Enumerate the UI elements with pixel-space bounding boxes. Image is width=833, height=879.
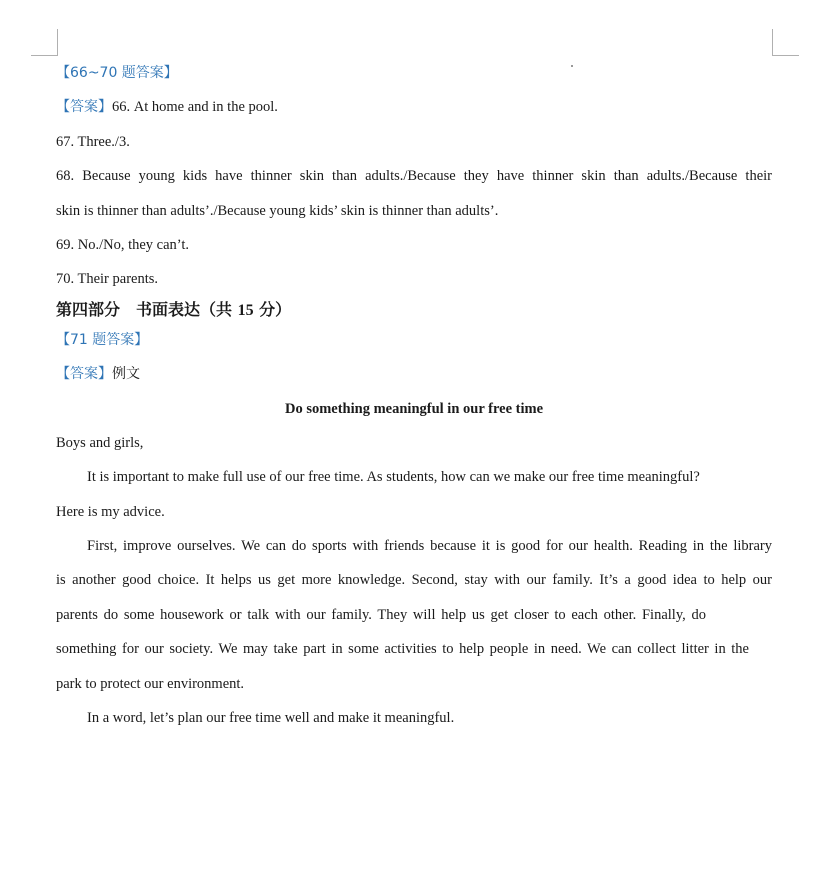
essay-paragraph-2-line-3: parents do some housework or talk with our family. They will help us get closer to each other. Finally, do: [56, 606, 706, 623]
answer-tag: 【答案】: [56, 99, 112, 116]
answer-70: 70. Their parents.: [56, 271, 159, 288]
answer-71-heading: 【71 题答案】: [56, 331, 149, 348]
answer-69: 69. No./No, they can’t.: [56, 236, 190, 253]
essay-paragraph-3: In a word, let’s plan our free time well and make it meaningful.: [87, 710, 455, 727]
essay-paragraph-2-line-4: something for our society. We may take part in some activities to help people in need. We can collect litter in the: [56, 641, 749, 658]
answers-66-70-heading: 【66~70 题答案】: [56, 65, 178, 81]
sample-essay-label: 例文: [112, 366, 140, 383]
essay-paragraph-2-line-2: is another good choice. It helps us get more knowledge. Second, stay with our family. It’s a good idea to help our: [56, 572, 772, 589]
essay-paragraph-2-line-1: First, improve ourselves. We can do sports with friends because it is good for our health. Reading in the library: [87, 538, 772, 555]
answer-66-text: 66. At home and in the pool.: [112, 99, 278, 116]
answer-67: 67. Three./3.: [56, 133, 130, 150]
answer-71-tag-line: [56, 357, 772, 391]
essay-paragraph-2-line-5: park to protect our environment.: [56, 675, 245, 692]
essay-paragraph-1-line-2: Here is my advice.: [56, 503, 165, 520]
essay-title: Do something meaningful in our free time: [284, 400, 544, 417]
part-four-title-suffix: 分）: [253, 299, 292, 319]
part-four-title: [56, 297, 772, 323]
answer-66: [56, 90, 772, 124]
answer-tag: 【答案】: [56, 366, 112, 383]
part-four-title-score: 15: [237, 301, 254, 319]
page-corner-mark-top-left: [31, 29, 58, 56]
page-corner-mark-top-right: [772, 29, 799, 56]
answer-68-line-2: skin is thinner than adults’./Because young kids’ skin is thinner than adults’.: [56, 202, 499, 219]
essay-paragraph-1-line-1: It is important to make full use of our free time. As students, how can we make our free time meaningful?: [87, 469, 700, 486]
answer-68-line-1: 68. Because young kids have thinner skin than adults./Because they have thinner skin than adults./Because their: [56, 168, 772, 185]
part-four-title-prefix: 第四部分 书面表达（共: [56, 299, 238, 319]
document-page: [56, 56, 772, 735]
essay-greeting: Boys and girls,: [56, 434, 144, 451]
